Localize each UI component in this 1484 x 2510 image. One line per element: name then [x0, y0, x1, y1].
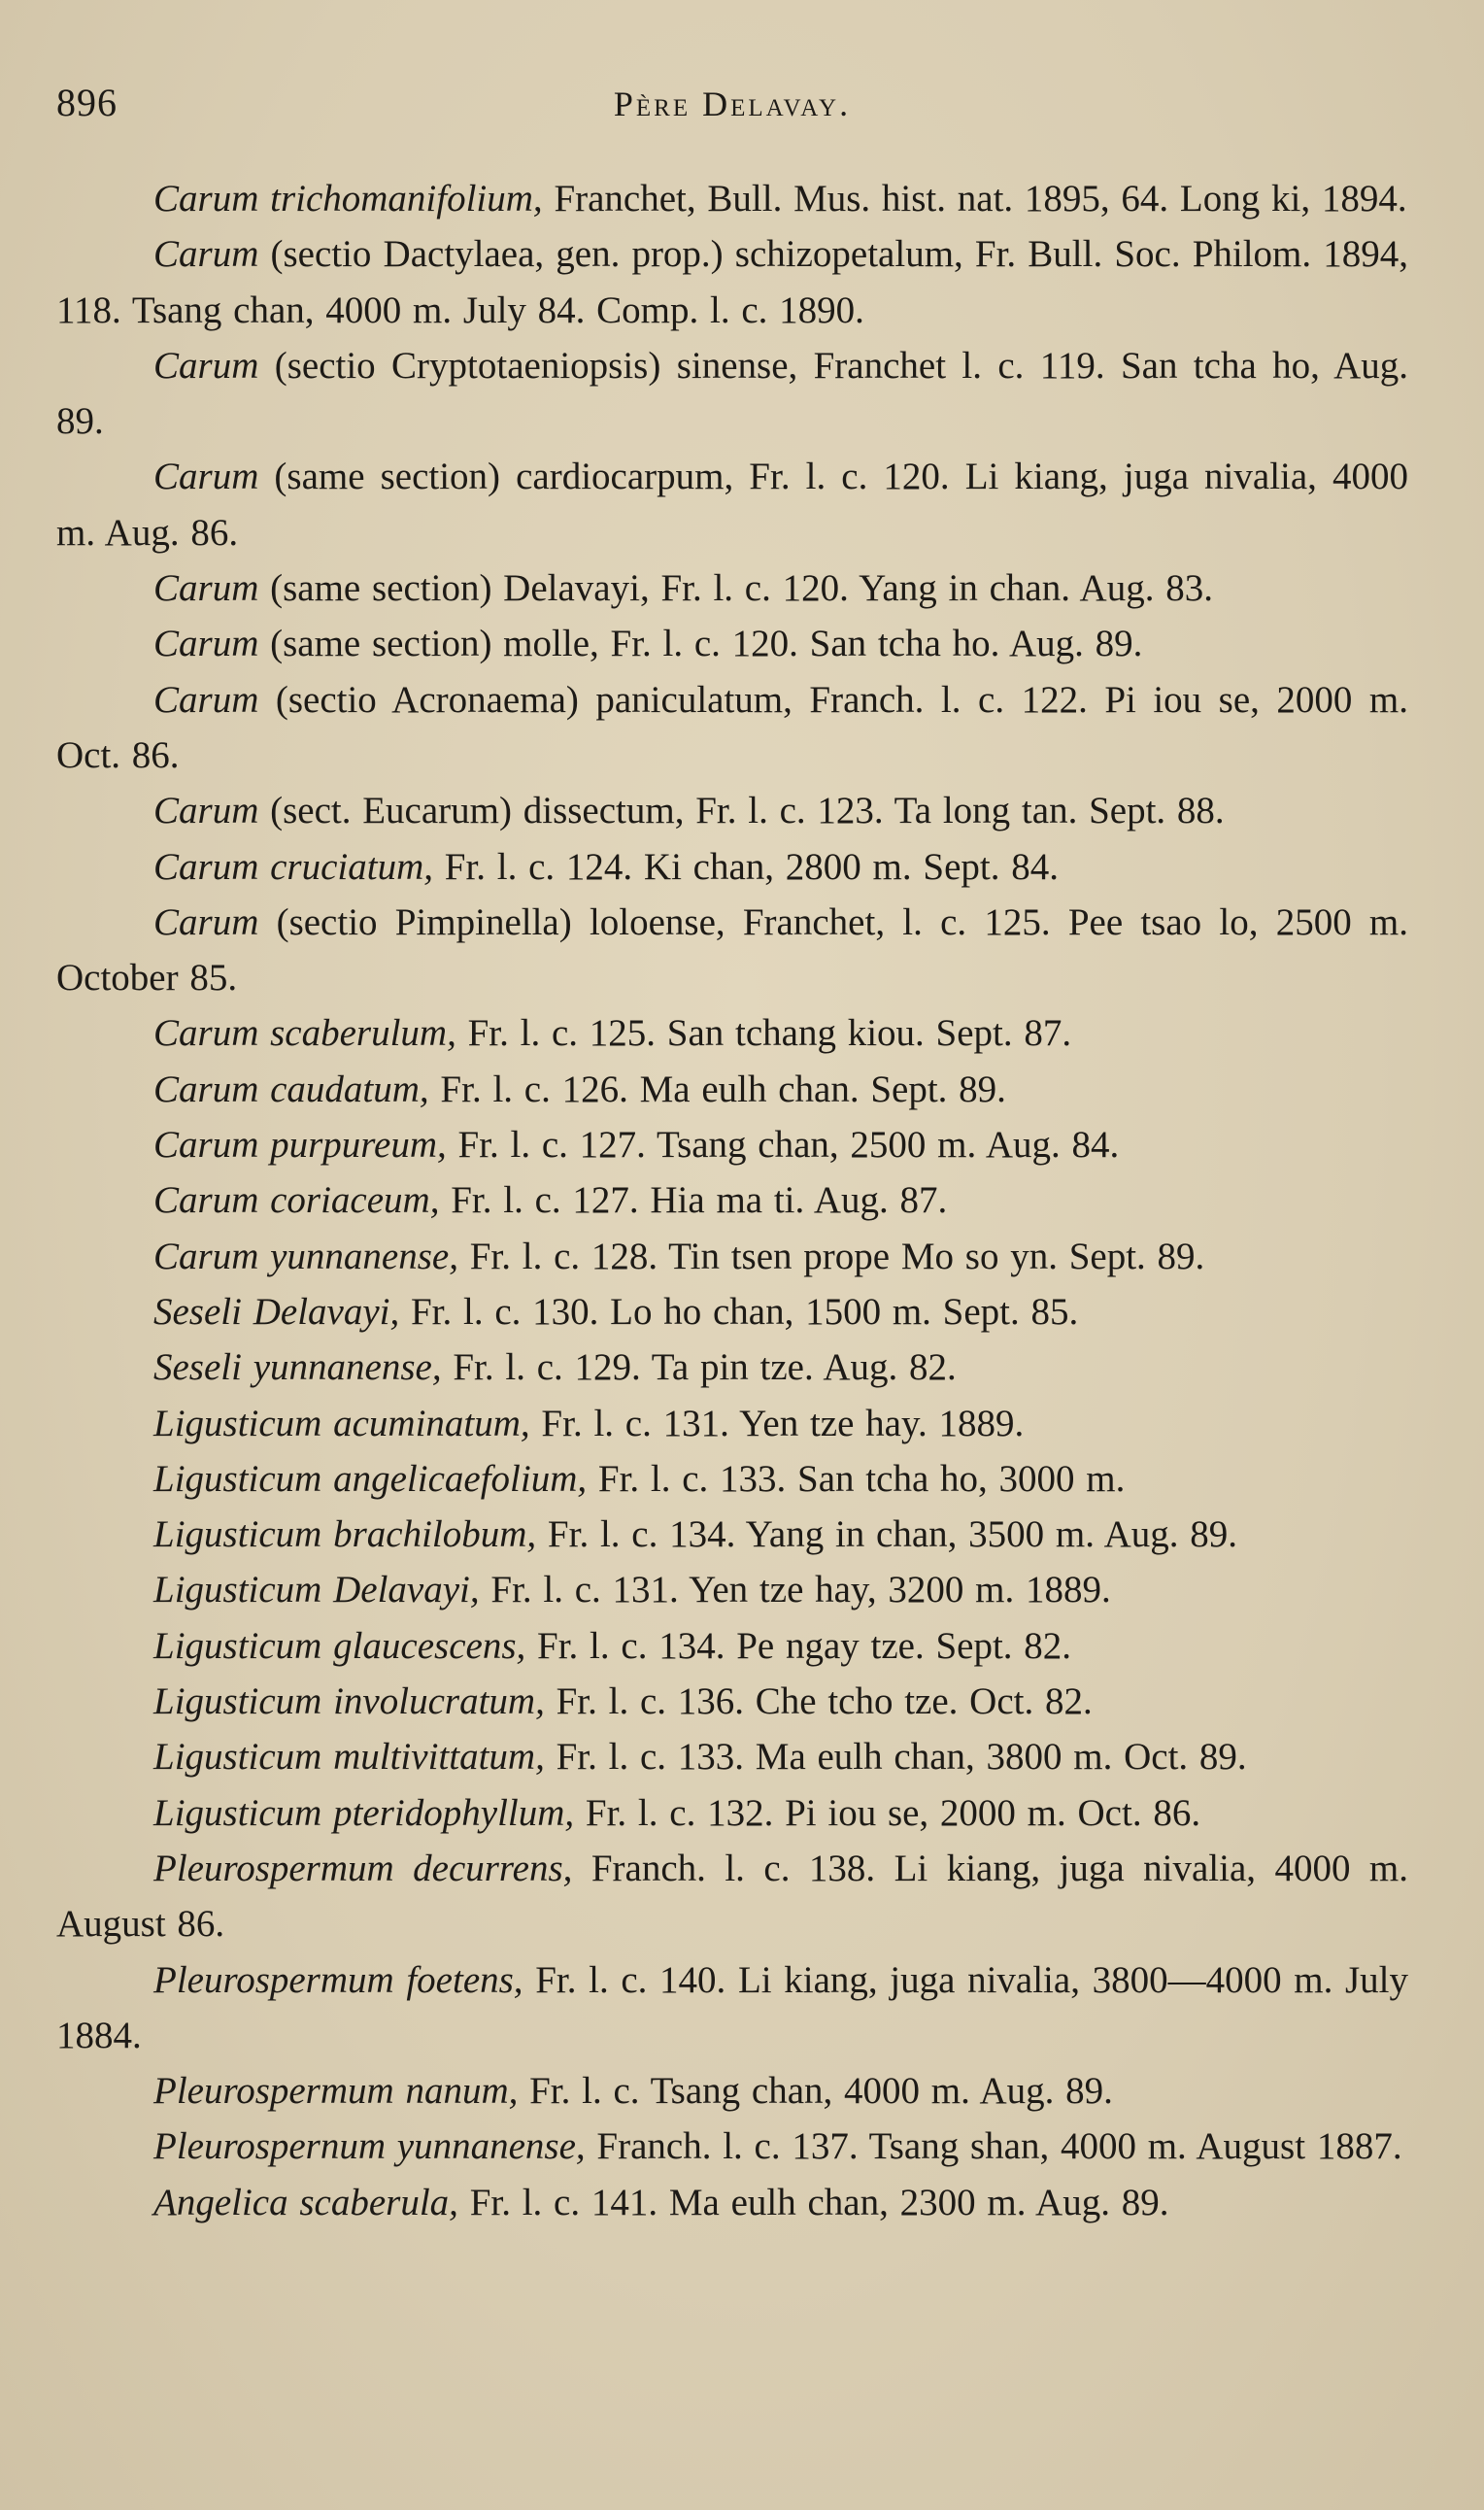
species-name: Carum	[153, 623, 259, 665]
page-number: 896	[56, 81, 118, 124]
species-name: Carum caudatum,	[153, 1068, 429, 1110]
species-entry	[56, 1396, 1408, 1451]
species-entry	[56, 2119, 1408, 2174]
species-name: Carum scaberulum,	[153, 1012, 456, 1055]
species-details: Fr. l. c. 140. Li kiang, juga nivalia, 3800—4000 m. July 1884.	[56, 1958, 1408, 2056]
species-entry	[56, 1729, 1408, 1784]
species-details: Franch. l. c. 138. Li kiang, juga nivalia, 4000 m. August 86.	[56, 1847, 1408, 1946]
species-entry	[56, 1618, 1408, 1674]
species-name: Ligusticum pteridophyllum,	[153, 1791, 575, 1834]
species-name: Seseli yunnanense,	[153, 1346, 442, 1389]
species-entry	[56, 1340, 1408, 1395]
species-details: Fr. l. c. 133. Ma eulh chan, 3800 m. Oct. 89.	[544, 1736, 1247, 1779]
species-entry	[56, 338, 1408, 450]
species-name: Carum yunnanense,	[153, 1235, 458, 1277]
species-details: Fr. l. c. 130. Lo ho chan, 1500 m. Sept. 85.	[399, 1290, 1079, 1333]
species-details: Fr. l. c. 127. Hia ma ti. Aug. 87.	[439, 1179, 948, 1222]
species-name: Seseli Delavayi,	[153, 1290, 400, 1333]
species-details: Fr. l. c. 129. Ta pin tze. Aug. 82.	[441, 1346, 957, 1389]
species-entry	[56, 1172, 1408, 1228]
species-name: Pleurospermum nanum,	[153, 2070, 519, 2113]
species-entry	[56, 1952, 1408, 2064]
species-name: Pleurospermum decurrens,	[153, 1847, 573, 1889]
species-name: Ligusticum glaucescens,	[153, 1624, 526, 1667]
species-entry	[56, 1507, 1408, 1562]
species-details: (sectio Acronaema) paniculatum, Franch. l. c. 122. Pi iou se, 2000 m. Oct. 86.	[56, 678, 1408, 776]
species-name: Carum trichomanifolium,	[153, 178, 543, 220]
species-entry	[56, 1229, 1408, 1284]
species-entry	[56, 672, 1408, 784]
species-entry	[56, 1785, 1408, 1841]
species-entry	[56, 449, 1408, 560]
species-name: Ligusticum angelicaefolium,	[153, 1457, 588, 1500]
species-details: Fr. l. c. 133. San tcha ho, 3000 m.	[587, 1457, 1126, 1500]
species-details: Franch. l. c. 137. Tsang shan, 4000 m. August 1887.	[585, 2125, 1402, 2168]
running-title: Père Delavay.	[613, 85, 852, 123]
species-name: Ligusticum brachilobum,	[153, 1513, 537, 1556]
species-name: Ligusticum Delavayi,	[153, 1569, 480, 1611]
species-entry	[56, 560, 1408, 616]
species-details: (same section) cardiocarpum, Fr. l. c. 120. Li kiang, juga nivalia, 4000 m. Aug. 86.	[56, 456, 1408, 554]
species-entry	[56, 783, 1408, 838]
species-details: Fr. l. c. 134. Pe ngay tze. Sept. 82.	[525, 1624, 1072, 1667]
species-name: Carum cruciatum,	[153, 845, 433, 888]
species-name: Ligusticum acuminatum,	[153, 1402, 530, 1444]
species-entry	[56, 1117, 1408, 1172]
species-entry	[56, 895, 1408, 1006]
species-details: (sectio Pimpinella) loloense, Franchet, l. c. 125. Pee tsao lo, 2500 m. October 85.	[56, 900, 1408, 1000]
species-entry	[56, 1005, 1408, 1061]
species-name: Carum	[153, 233, 259, 276]
species-name: Carum	[153, 790, 259, 832]
species-details: (sect. Eucarum) dissectum, Fr. l. c. 123. Ta long tan. Sept. 88.	[258, 790, 1225, 832]
species-details: (sectio Dactylaea, gen. prop.) schizopetalum, Fr. Bull. Soc. Philom. 1894, 118. Tsang chan, 4000 m. July 84. Comp. l. c. 1890.	[56, 233, 1408, 331]
species-entry	[56, 171, 1408, 226]
species-details: Fr. l. c. 131. Yen tze hay, 3200 m. 1889.	[479, 1569, 1111, 1611]
species-details: Fr. l. c. 136. Che tcho tze. Oct. 82.	[544, 1680, 1093, 1723]
species-entry	[56, 1451, 1408, 1507]
species-entry	[56, 2175, 1408, 2230]
species-name: Ligusticum involucratum,	[153, 1680, 545, 1723]
species-entry	[56, 1562, 1408, 1617]
species-entry	[56, 1062, 1408, 1117]
species-name: Ligusticum multivittatum,	[153, 1736, 545, 1779]
species-name: Carum	[153, 344, 259, 387]
species-name: Carum purpureum,	[153, 1124, 447, 1167]
species-name: Carum	[153, 567, 259, 610]
species-name: Carum	[153, 456, 259, 498]
species-entry	[56, 2063, 1408, 2119]
species-details: Fr. l. c. Tsang chan, 4000 m. Aug. 89.	[518, 2070, 1113, 2113]
species-entry	[56, 1284, 1408, 1340]
species-details: Fr. l. c. 131. Yen tze hay. 1889.	[529, 1402, 1025, 1444]
species-details: Fr. l. c. 128. Tin tsen prope Mo so yn. Sept. 89.	[457, 1235, 1205, 1277]
species-name: Carum coriaceum,	[153, 1179, 440, 1222]
species-name: Carum	[153, 678, 259, 721]
species-name: Carum	[153, 900, 259, 943]
species-details: Fr. l. c. 132. Pi iou se, 2000 m. Oct. 86.	[574, 1791, 1201, 1834]
species-details: Fr. l. c. 141. Ma eulh chan, 2300 m. Aug. 89.	[457, 2181, 1169, 2223]
species-name: Angelica scaberula,	[153, 2181, 458, 2223]
species-entry	[56, 1841, 1408, 1952]
species-name: Pleurospermum foetens,	[153, 1958, 523, 2001]
species-name: Pleurospernum yunnanense,	[153, 2125, 586, 2168]
species-details: (same section) Delavayi, Fr. l. c. 120. Yang in chan. Aug. 83.	[258, 567, 1213, 610]
species-details: Fr. l. c. 124. Ki chan, 2800 m. Sept. 84.	[433, 845, 1059, 888]
species-details: Franchet, Bull. Mus. hist. nat. 1895, 64. Long ki, 1894.	[542, 178, 1407, 220]
species-entry	[56, 1674, 1408, 1729]
running-head	[56, 80, 1408, 138]
species-details: Fr. l. c. 134. Yang in chan, 3500 m. Aug. 89.	[536, 1513, 1238, 1556]
species-details: Fr. l. c. 125. San tchang kiou. Sept. 87.	[455, 1012, 1072, 1055]
species-entry	[56, 616, 1408, 671]
species-details: (same section) molle, Fr. l. c. 120. San tcha ho. Aug. 89.	[258, 623, 1143, 665]
species-entry	[56, 226, 1408, 338]
species-list	[56, 171, 1408, 2230]
species-entry	[56, 839, 1408, 895]
species-details: (sectio Cryptotaeniopsis) sinense, Franchet l. c. 119. San tcha ho, Aug. 89.	[56, 344, 1408, 443]
species-details: Fr. l. c. 126. Ma eulh chan. Sept. 89.	[428, 1068, 1006, 1110]
species-details: Fr. l. c. 127. Tsang chan, 2500 m. Aug. 84.	[446, 1124, 1120, 1167]
